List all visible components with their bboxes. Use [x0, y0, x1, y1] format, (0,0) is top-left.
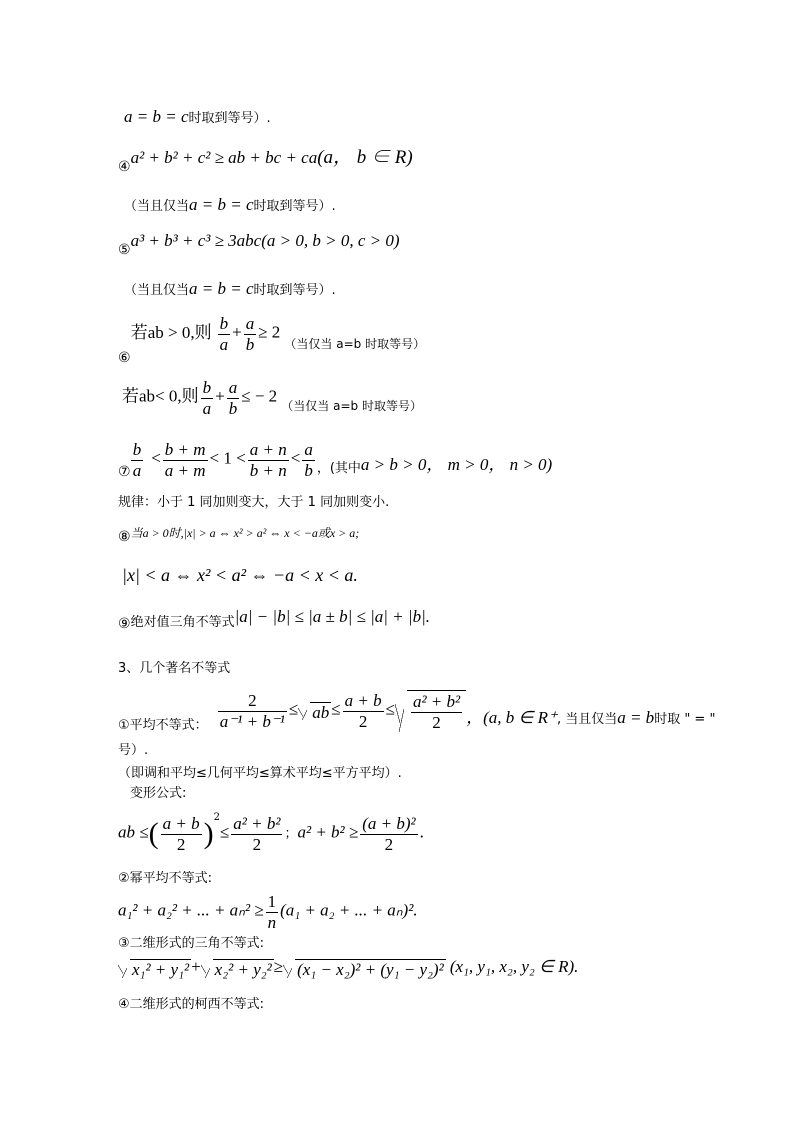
fraction-arithmetic-mean	[343, 691, 384, 731]
plus-sign: +	[215, 386, 225, 406]
le-sign: ≤	[331, 699, 341, 719]
denominator: 2	[176, 834, 186, 854]
sqrt-3	[283, 959, 446, 978]
text: （即调和平均≤几何平均≤算术平均≤平方平均）.	[118, 766, 402, 781]
math-expr: a² + b² + c² ≥ ab + bc + ca	[130, 148, 318, 167]
item-number: ⑥	[118, 349, 131, 366]
text: 规律：小于 1 同加则变大，大于 1 同加则变小.	[118, 495, 390, 510]
text: 时取到等号）.	[253, 283, 336, 298]
text: ④二维形式的柯西不等式:	[118, 997, 265, 1012]
math-expr: a² + b² ≥	[297, 822, 359, 842]
relation: ≥ 2	[258, 322, 281, 342]
text: 时取 " = "	[654, 711, 716, 727]
fraction-quadratic	[231, 814, 282, 854]
math-expr: |x| < a ⇔ x² < a² ⇔ −a < x < a.	[122, 565, 358, 585]
inequality-8a	[118, 526, 360, 545]
text: 时取到等号）.	[253, 199, 336, 214]
note: （当仅当 a=b 时取等号）	[281, 398, 422, 413]
fraction-a-over-b	[227, 378, 240, 418]
numerator: b	[219, 314, 229, 333]
inequality-5	[118, 231, 400, 258]
denominator: a	[202, 398, 212, 418]
text: ③二维形式的三角不等式:	[118, 936, 265, 951]
numerator: b	[132, 440, 142, 459]
relation: ≤ − 2	[241, 386, 278, 406]
plus-sign: +	[232, 322, 242, 342]
math-condition: (a， b ∈ R)	[317, 147, 413, 168]
numerator: (a + b)²	[362, 814, 416, 833]
math-condition: a > b > 0， m > 0， n > 0)	[360, 454, 553, 474]
less-than: <	[151, 448, 161, 468]
text: （当且仅当	[124, 283, 190, 298]
line-continuation	[118, 744, 148, 757]
fraction-a-over-b	[244, 314, 257, 354]
item-number: ④	[118, 159, 131, 175]
item-number: ⑨	[118, 616, 131, 632]
paren-open: (	[148, 817, 159, 851]
denominator: 2	[358, 711, 368, 731]
rule-text	[118, 496, 389, 509]
math-expr: a = b	[617, 707, 655, 727]
inequality-6b	[122, 378, 422, 418]
numerator: b + m	[164, 440, 206, 459]
denominator: b	[304, 460, 313, 480]
numerator: a	[304, 440, 313, 459]
denominator: a	[132, 460, 142, 480]
denominator: 2	[432, 712, 441, 732]
math-expr: ab ≤	[118, 822, 149, 842]
fraction-harmonic-mean	[218, 691, 287, 731]
math-expr: a = b = c	[124, 107, 189, 126]
numerator: b	[202, 378, 212, 397]
sqrt-2	[201, 959, 274, 978]
inequality-8b	[122, 566, 358, 584]
denominator: b	[228, 398, 238, 418]
middle-relation: < 1 <	[209, 448, 246, 468]
power-mean-label	[118, 872, 212, 885]
exponent: 2	[213, 812, 220, 824]
triangle-inequality-2d	[118, 958, 578, 978]
math-condition: (x₁, y₁, x₂, y₂ ∈ R).	[449, 957, 579, 976]
text: , 当且仅当	[556, 711, 618, 727]
fraction-b-over-a	[218, 314, 231, 354]
text: 变形公式:	[130, 786, 187, 801]
inequality-9	[118, 607, 430, 632]
radicand	[407, 690, 466, 732]
fraction-bm-over-am	[163, 440, 208, 480]
numerator: a + b	[162, 814, 200, 833]
math-expr: a³ + b³ + c³ ≥ 3abc(a > 0, b > 0, c > 0)	[130, 231, 400, 250]
triangle-inequality-label	[118, 937, 264, 950]
mean-inequality	[118, 690, 715, 732]
math-prefix: 若ab > 0,则	[130, 322, 212, 342]
numerator: a	[228, 378, 238, 397]
math-condition: ，(a, b ∈ R⁺	[466, 707, 557, 727]
le-sign: ≤	[385, 699, 395, 719]
fraction-a-over-b	[302, 440, 315, 480]
variant-formulas	[118, 814, 424, 854]
text: 号）.	[118, 743, 149, 758]
fraction-quadratic	[411, 692, 462, 732]
fraction-arithmetic-mean	[161, 814, 202, 854]
text: ②幂平均不等式:	[118, 871, 213, 886]
variant-formula-label	[130, 787, 186, 800]
fraction-b-over-a	[131, 440, 144, 480]
numerator: a² + b²	[233, 814, 281, 833]
denominator: a	[219, 334, 229, 354]
inequality-6a	[118, 314, 426, 366]
less-than: <	[290, 448, 301, 468]
math-expr: a = b = c	[189, 195, 254, 214]
fraction-an-over-bn	[248, 440, 289, 480]
radicand: (x₁ − x₂)² + (y₁ − y₂)²	[297, 960, 444, 979]
text: （当且仅当	[124, 199, 190, 214]
cauchy-inequality-label	[118, 998, 264, 1011]
sqrt-quadratic-mean	[395, 690, 466, 732]
radicand: ab	[312, 702, 330, 722]
math-expr: a = b = c	[189, 279, 254, 298]
numerator: a² + b²	[412, 692, 461, 711]
note: （当仅当 a=b 时取等号）	[284, 336, 426, 351]
sqrt-ab	[298, 702, 331, 721]
label: ①平均不等式：	[118, 717, 208, 733]
radicand: x₂² + y₂²	[214, 960, 272, 979]
inequality-7	[118, 440, 552, 480]
separator: ；	[284, 826, 298, 842]
le-sign: ≤	[219, 822, 230, 842]
paren-close: )	[203, 817, 214, 851]
numerator: a	[245, 314, 255, 333]
text: 时取到等号）.	[188, 111, 271, 126]
line-equality-condition-1	[124, 108, 271, 125]
fraction-b-over-a	[201, 378, 214, 418]
denominator: b + n	[249, 460, 287, 480]
le-sign: ≤	[288, 699, 299, 719]
math-expr: (a₁ + a₂ + ... + aₙ)².	[280, 900, 418, 920]
mean-order-note	[118, 767, 402, 780]
denominator: 2	[252, 834, 262, 854]
plus-sign: +	[191, 957, 201, 976]
item-number: ⑦	[118, 463, 131, 480]
numerator: a + n	[249, 440, 287, 459]
heading-text: 3、几个著名不等式	[118, 661, 231, 676]
math-expr: |a| − |b| ≤ |a ± b| ≤ |a| + |b|.	[234, 607, 430, 626]
period: .	[419, 822, 424, 842]
fraction-square-sum	[360, 814, 417, 854]
denominator: 2	[384, 834, 394, 854]
inequality-4	[118, 147, 413, 175]
item-number: ⑤	[118, 242, 131, 258]
line-equality-condition-3	[124, 280, 336, 297]
ge-sign: ≥	[273, 957, 284, 976]
power-mean-inequality	[118, 892, 418, 932]
denominator: a + m	[164, 460, 206, 480]
sqrt-1	[118, 959, 191, 978]
fraction-one-over-n	[266, 892, 279, 932]
denominator: b	[245, 334, 255, 354]
math-prefix: 若ab< 0,则	[122, 386, 199, 406]
line-equality-condition-2	[124, 196, 336, 213]
denominator: a⁻¹ + b⁻¹	[219, 711, 285, 731]
numerator: 1	[267, 892, 277, 911]
item-number: ⑧	[118, 529, 131, 545]
text: ，(其中	[316, 460, 361, 476]
numerator: 2	[218, 691, 287, 712]
denominator: n	[267, 912, 277, 932]
math-expr: a₁² + a₂² + ... + aₙ² ≥	[118, 900, 264, 920]
text: 绝对值三角不等式	[130, 615, 235, 630]
math-expr: 当a > 0时,|x| > a ⇔ x² > a² ⇔ x < −a或x > a;	[130, 526, 360, 540]
radicand: x₁² + y₁²	[132, 960, 190, 979]
numerator: a + b	[344, 691, 382, 710]
section-heading	[118, 662, 230, 675]
